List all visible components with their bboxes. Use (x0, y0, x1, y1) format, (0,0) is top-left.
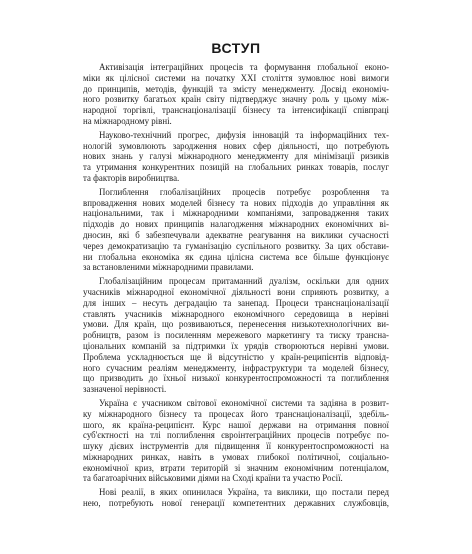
text-line: шого, як країна-реципієнт. Курс нашої держави на отримання повної (83, 419, 389, 430)
text-line: робництв, разом із посиленням мережевого маркетингу та тиску трансна- (83, 330, 389, 341)
text-line: народної торгівлі, транснаціоналізації бізнесу та інтенсифікації співпраці (83, 105, 389, 116)
text-line: економічної криз, втрати територій зі значним економічним потенціалом, (83, 462, 389, 473)
text-line: Глобалізаційним процесам притаманний дуалізм, оскільки для одних (99, 276, 389, 287)
text-line: ного сучасним реаліям менеджменту, інфраструктури та моделей бізнесу, (83, 362, 389, 373)
text-line: впровадження нових моделей бізнесу та нових підходів до управління як (83, 197, 389, 208)
text-line: шуку дієвих інструментів для підвищення її конкурентоспроможності на (83, 441, 389, 452)
page-title: ВСТУП (211, 40, 261, 56)
text-line: нових знань у галузі міжнародного менеджменту для мінімізації ризиків (83, 151, 389, 162)
text-line: Поглиблення глобалізаційних процесів потребує розроблення та (99, 186, 389, 197)
text-line: за встановленими міжнародними правилами. (83, 262, 254, 273)
text-line: Активізація інтеграційних процесів та формування глобальної еконо- (99, 62, 389, 72)
text-line: ціональних компаній за підтримки їх урядів створюються нерівні умови. (83, 340, 389, 351)
paragraph (83, 187, 389, 273)
text-line: ного розвитку багатьох країн світу підтверджує значну роль у цьому між- (83, 94, 389, 105)
paragraph (83, 487, 389, 509)
text-line: ставлять учасників міжнародного економічного середовища в нерівні (83, 308, 389, 319)
text-line: суб'єктності на тлі поглиблення євроінтеграційних процесів потребує по- (83, 430, 389, 441)
text-line: Науково-технічний прогрес, дифузія інновацій та інформаційних тех- (99, 129, 389, 140)
text-line: на міжнародному рівні. (83, 115, 172, 126)
text-line: ку міжнародного бізнесу та процесах його транснаціоналізації, здебіль- (83, 408, 389, 419)
text-line: та утримання конкурентних позицій на глобальних ринках товарів, послуг (83, 162, 389, 173)
text-line: до принципів, методів, функцій та змісту менеджменту. Досвід економіч- (83, 83, 389, 94)
text-line: що призводить до їхньої низької конкурентоспроможності та поглиблення (83, 373, 389, 384)
text-line: підходів до нових принципів налагодження міжнародних економічних ві- (83, 219, 389, 230)
text-line: нологій зумовлюють зародження нових сфер діяльності, що потребують (83, 140, 389, 151)
text-line: учасників міжнародної економічної діяльності вони сприяють розвитку, а (83, 286, 389, 297)
body-text (83, 62, 389, 512)
text-line: Проблема ускладнюється ще й відсутністю у країн-реципієнтів відповід- (83, 351, 389, 362)
text-line: міки як цілісної системи на початку XXI століття зумовлює нові вимоги (83, 72, 389, 83)
text-line: та багатоарічних військовими діями на Сході країни та участю Росії. (83, 473, 343, 484)
text-line: зазначеної нерівності. (83, 384, 167, 395)
text-line: ни глобальна економіка як єдина цілісна система все більше функціонує (83, 251, 389, 262)
paragraph (83, 398, 389, 484)
text-line: міжнародних ринках, навіть в умовах глибокої політичної, соціально- (83, 451, 389, 462)
paragraph (83, 62, 389, 127)
text-line: дносин, які б забезпечували адекватне реагування на виклики сучасності (83, 229, 389, 240)
paragraph (83, 130, 389, 184)
text-line: Нові реалії, в яких опинилася Україна, та виклики, що постали перед (99, 487, 389, 498)
text-line: для інших – несуть деградацію та занепад. Процеси транснаціоналізації (83, 297, 389, 308)
text-line: через демократизацію та гуманізацію суспільного розвитку. За цих обстави- (83, 240, 389, 251)
text-line: Україна є учасником світової економічної системи та задіяна в розвит- (99, 397, 389, 408)
text-line: національними, так і міжнародними компаніями, запровадження таких (83, 208, 389, 219)
paragraph (83, 276, 389, 395)
text-line: та факторів виробництва. (83, 172, 180, 183)
text-line: умови. Для країн, що розвиваються, перенесення низькотехнологічних ви- (83, 319, 389, 330)
text-line: нею, потребують нової генерації компетентних державних службовців, (83, 498, 389, 509)
